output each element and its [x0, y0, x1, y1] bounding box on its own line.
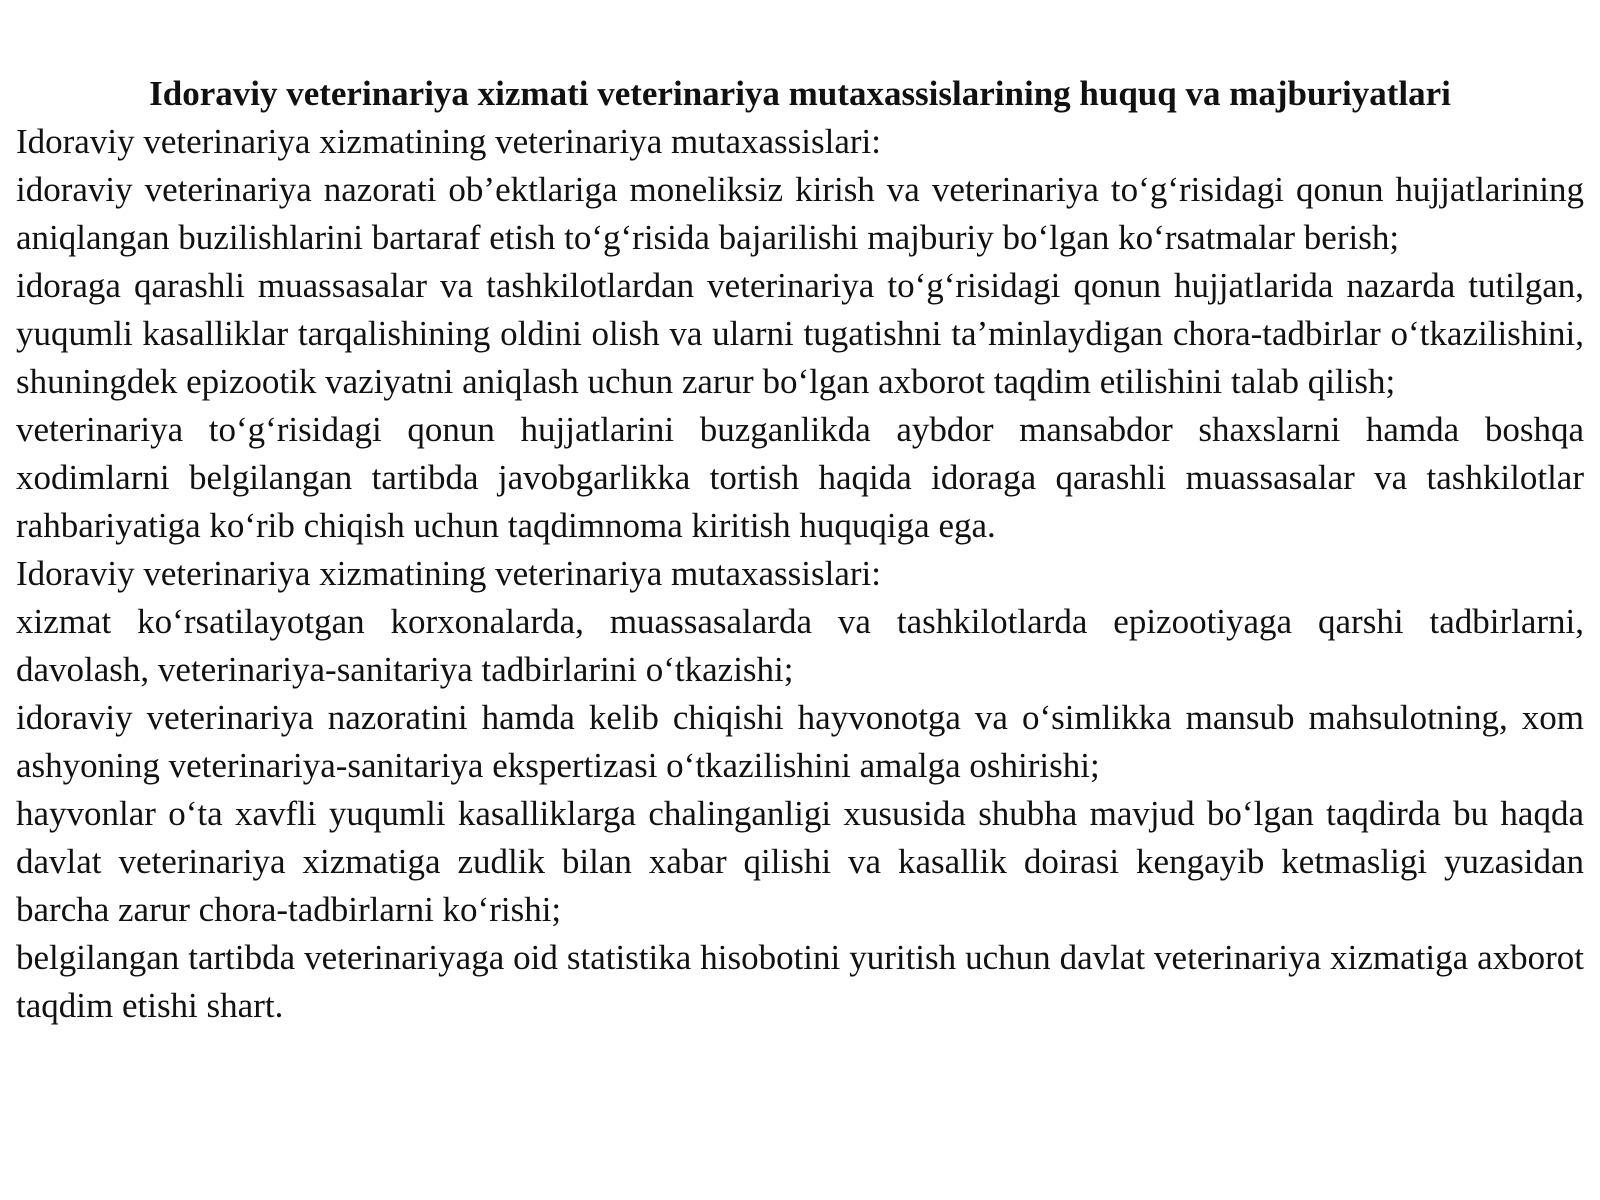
- section-2-intro: Idoraviy veterinariya xizmatining veterinariya mutaxassislari:: [16, 554, 881, 593]
- section-1-item-2: idoraga qarashli muassasalar va tashkilotlardan veterinariya to‘g‘risidagi qonun hujjatlarida nazarda tutilgan, yuqumli kasalliklar tarqalishining oldini olish va ularni tugatishni ta’minlaydigan chora-tadbirlar o‘tkazilishini, shuningdek epizootik vaziyatni aniqlash uchun zarur bo‘lgan axborot taqdim etilishini talab qilish;: [16, 266, 1584, 401]
- section-2-item-1: xizmat ko‘rsatilayotgan korxonalarda, muassasalarda va tashkilotlarda epizootiyaga qarshi tadbirlarni, davolash, veterinariya-sanitariya tadbirlarini o‘tkazishi;: [16, 602, 1584, 689]
- document-page: [16, 70, 1584, 1030]
- document-title: Idoraviy veterinariya xizmati veterinariya mutaxassislarining huquq va majburiyatlari: [149, 74, 1451, 113]
- section-2-item-2: idoraviy veterinariya nazoratini hamda kelib chiqishi hayvonotga va o‘simlikka mansub mahsulotning, xom ashyoning veterinariya-sanitariya ekspertizasi o‘tkazilishini amalga oshirishi;: [16, 698, 1584, 785]
- section-1-item-1: idoraviy veterinariya nazorati ob’ektlariga moneliksiz kirish va veterinariya to‘g‘risidagi qonun hujjatlarining aniqlangan buzilishlarini bartaraf etish to‘g‘risida bajarilishi majburiy bo‘lgan ko‘rsatmalar berish;: [16, 170, 1584, 257]
- section-1-intro: Idoraviy veterinariya xizmatining veterinariya mutaxassislari:: [16, 122, 881, 161]
- section-2-item-4: belgilangan tartibda veterinariyaga oid statistika hisobotini yuritish uchun davlat veterinariya xizmatiga axborot taqdim etishi shart.: [16, 938, 1584, 1025]
- section-2-item-3: hayvonlar o‘ta xavfli yuqumli kasalliklarga chalinganligi xususida shubha mavjud bo‘lgan taqdirda bu haqda davlat veterinariya xizmatiga zudlik bilan xabar qilishi va kasallik doirasi kengayib ketmasligi yuzasidan barcha zarur chora-tadbirlarni ko‘rishi;: [16, 794, 1584, 929]
- section-1-item-3: veterinariya to‘g‘risidagi qonun hujjatlarini buzganlikda aybdor mansabdor shaxslarni hamda boshqa xodimlarni belgilangan tartibda javobgarlikka tortish haqida idoraga qarashli muassasalar va tashkilotlar rahbariyatiga ko‘rib chiqish uchun taqdimnoma kiritish huquqiga ega.: [16, 410, 1584, 545]
